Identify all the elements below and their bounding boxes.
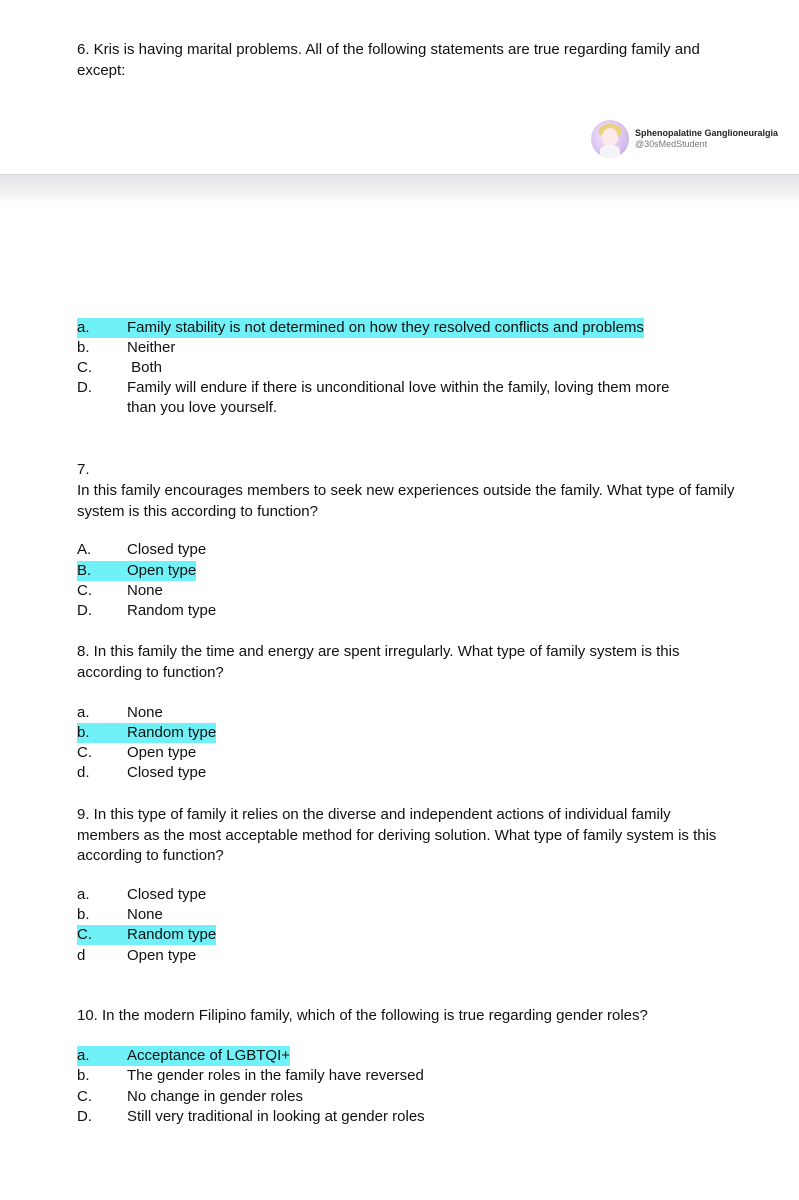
q7-option-d: D. Random type bbox=[77, 602, 217, 619]
page-divider bbox=[0, 174, 799, 201]
q6-option-c: C. Both bbox=[77, 359, 163, 376]
q8-option-c: C. Open type bbox=[77, 744, 197, 761]
watermark-handle: @30sMedStudent bbox=[635, 139, 708, 149]
q9-option-c: C. Random type bbox=[77, 926, 217, 943]
question-6-text: 6. Kris is having marital problems. All of the following statements are true regarding family and except: bbox=[77, 41, 700, 79]
question-9-text: 9. In this type of family it relies on the diverse and independent actions of individual family members as the most acceptable method for deriving solution. What type of family system is this according to function? bbox=[77, 806, 717, 864]
question-7-number: 7. bbox=[77, 461, 90, 478]
q7-option-a: A. Closed type bbox=[77, 541, 207, 558]
q9-option-a: a. Closed type bbox=[77, 886, 207, 903]
question-7-text: In this family encourages members to seek new experiences outside the family. What type of family system is this according to function? bbox=[77, 482, 735, 520]
question-8-text: 8. In this family the time and energy are spent irregularly. What type of family system is this according to function? bbox=[77, 643, 680, 681]
q9-option-b: b. None bbox=[77, 906, 163, 923]
q8-option-a: a. None bbox=[77, 704, 163, 721]
q6-option-a: a. Family stability is not determined on how they resolved conflicts and problems bbox=[77, 319, 644, 336]
q10-option-d: D. Still very traditional in looking at gender roles bbox=[77, 1108, 425, 1125]
q10-option-c: C. No change in gender roles bbox=[77, 1088, 303, 1105]
q10-option-b: b. The gender roles in the family have reversed bbox=[77, 1067, 424, 1084]
q7-option-c: C. None bbox=[77, 582, 163, 599]
q8-option-b: b. Random type bbox=[77, 724, 217, 741]
q7-option-b: B. Open type bbox=[77, 562, 197, 579]
q8-option-d: d. Closed type bbox=[77, 764, 207, 781]
q9-option-d: d Open type bbox=[77, 947, 197, 964]
q6-option-b: b. Neither bbox=[77, 339, 176, 356]
q10-option-a: a. Acceptance of LGBTQI+ bbox=[77, 1047, 291, 1064]
watermark-badge bbox=[591, 120, 778, 158]
watermark-name: Sphenopalatine Ganglioneuralgia bbox=[635, 128, 779, 138]
avatar bbox=[591, 120, 629, 158]
question-10-text: 10. In the modern Filipino family, which of the following is true regarding gender roles? bbox=[77, 1007, 648, 1024]
q6-option-d: D. Family will endure if there is unconditional love within the family, loving them more than you love yourself. bbox=[77, 379, 670, 416]
